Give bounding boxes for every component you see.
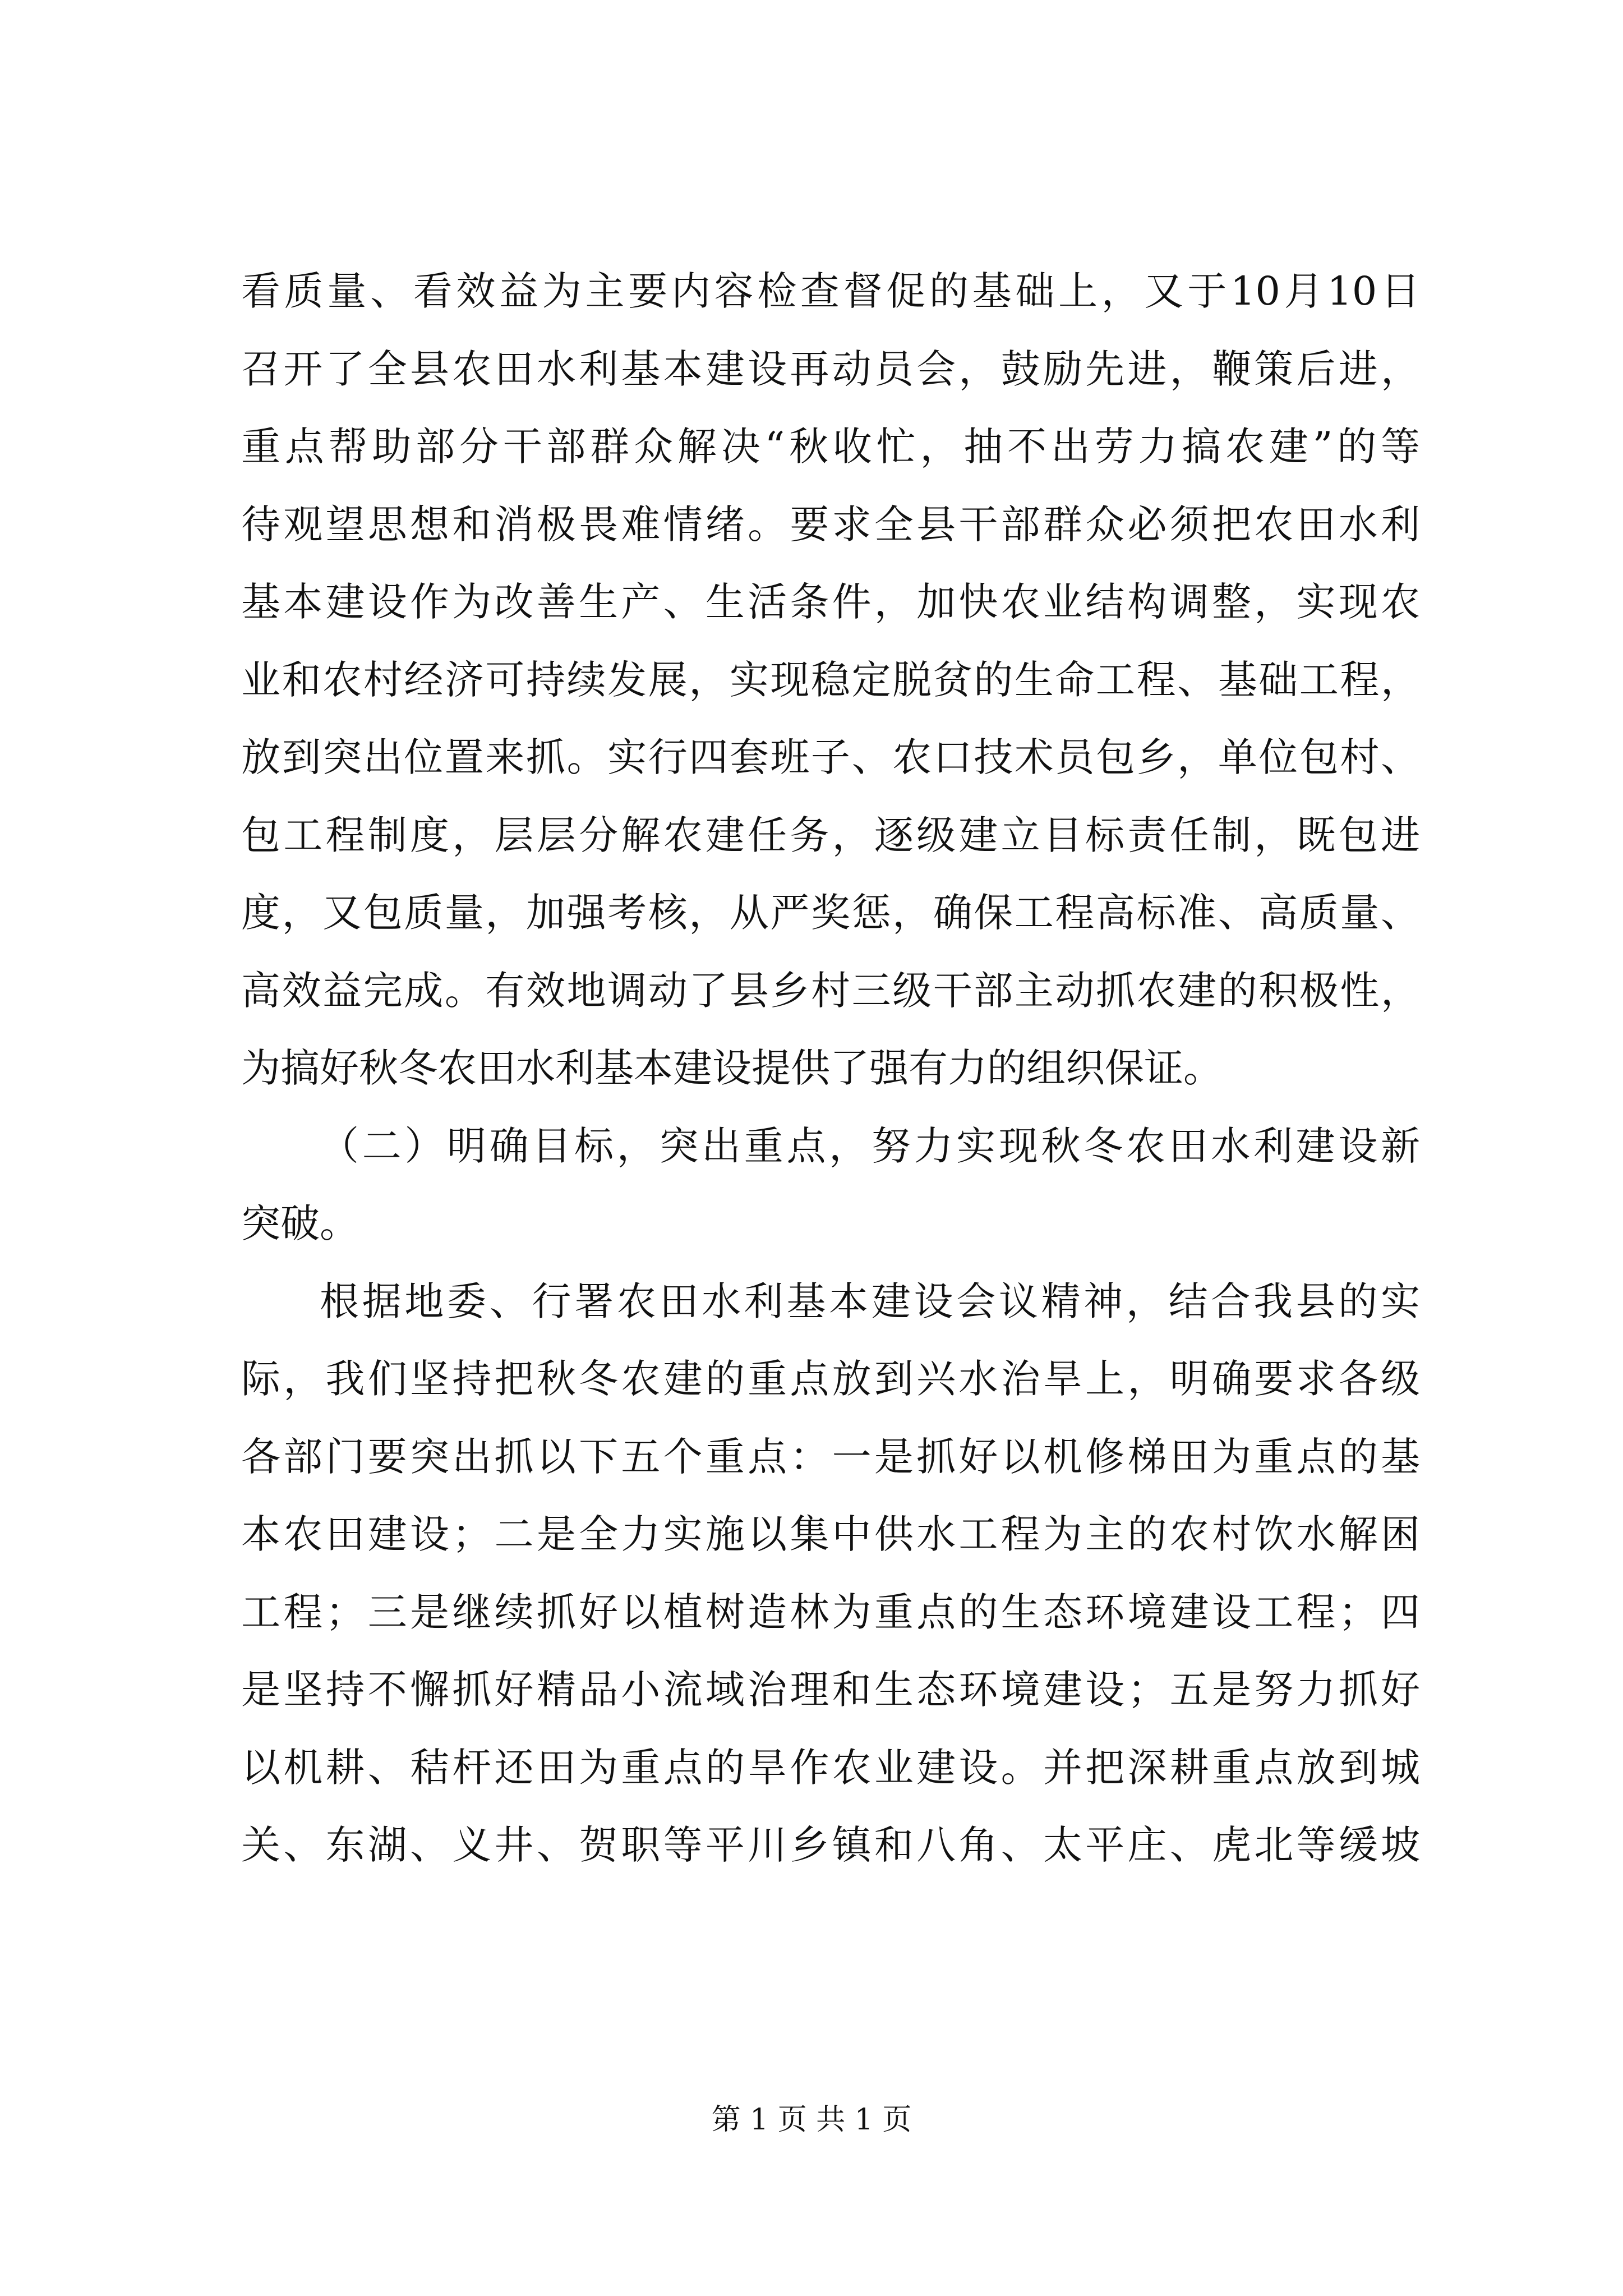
- text-line: 关、东湖、义井、贺职等平川乡镇和八角、太平庄、虎北等缓坡: [241, 1822, 1420, 1868]
- text-line: 是坚持不懈抓好精品小流域治理和生态环境建设；五是努力抓好: [241, 1667, 1420, 1713]
- text-line: 业和农村经济可持续发展，实现稳定脱贫的生命工程、基础工程，: [241, 656, 1420, 703]
- section-heading-line: （二）明确目标，突出重点，努力实现秋冬农田水利建设新: [320, 1122, 1420, 1169]
- section-heading-line: 突破。: [241, 1200, 359, 1246]
- text-line: 放到突出位置来抓。实行四套班子、农口技术员包乡，单位包村、: [241, 734, 1420, 780]
- document-body: [241, 252, 1420, 1884]
- text-line: 为搞好秋冬农田水利基本建设提供了强有力的组织保证。: [241, 1045, 1223, 1091]
- text-line: 包工程制度，层层分解农建任务，逐级建立目标责任制，既包进: [241, 812, 1420, 858]
- text-line: 基本建设作为改善生产、生活条件，加快农业结构调整，实现农: [241, 579, 1420, 625]
- text-line: 看质量、看效益为主要内容检查督促的基础上，又于10月10日: [241, 268, 1420, 314]
- text-line: 际，我们坚持把秋冬农建的重点放到兴水治旱上，明确要求各级: [241, 1356, 1420, 1402]
- text-line: 召开了全县农田水利基本建设再动员会，鼓励先进，鞭策后进，: [241, 346, 1420, 392]
- text-line: 重点帮助部分干部群众解决“秋收忙，抽不出劳力搞农建”的等: [241, 424, 1420, 470]
- text-line: 以机耕、秸杆还田为重点的旱作农业建设。并把深耕重点放到城: [241, 1744, 1420, 1791]
- text-line: 根据地委、行署农田水利基本建设会议精神，结合我县的实: [320, 1278, 1420, 1324]
- text-line: 工程；三是继续抓好以植树造林为重点的生态环境建设工程；四: [241, 1589, 1420, 1635]
- text-line: 各部门要突出抓以下五个重点：一是抓好以机修梯田为重点的基: [241, 1433, 1420, 1480]
- page-footer: 第 1 页 共 1 页: [711, 2103, 912, 2137]
- text-line: 度，又包质量，加强考核，从严奖惩，确保工程高标准、高质量、: [241, 890, 1420, 936]
- text-line: 待观望思想和消极畏难情绪。要求全县干部群众必须把农田水利: [241, 501, 1420, 547]
- text-line: 高效益完成。有效地调动了县乡村三级干部主动抓农建的积极性，: [241, 967, 1420, 1014]
- text-line: 本农田建设；二是全力实施以集中供水工程为主的农村饮水解困: [241, 1511, 1420, 1557]
